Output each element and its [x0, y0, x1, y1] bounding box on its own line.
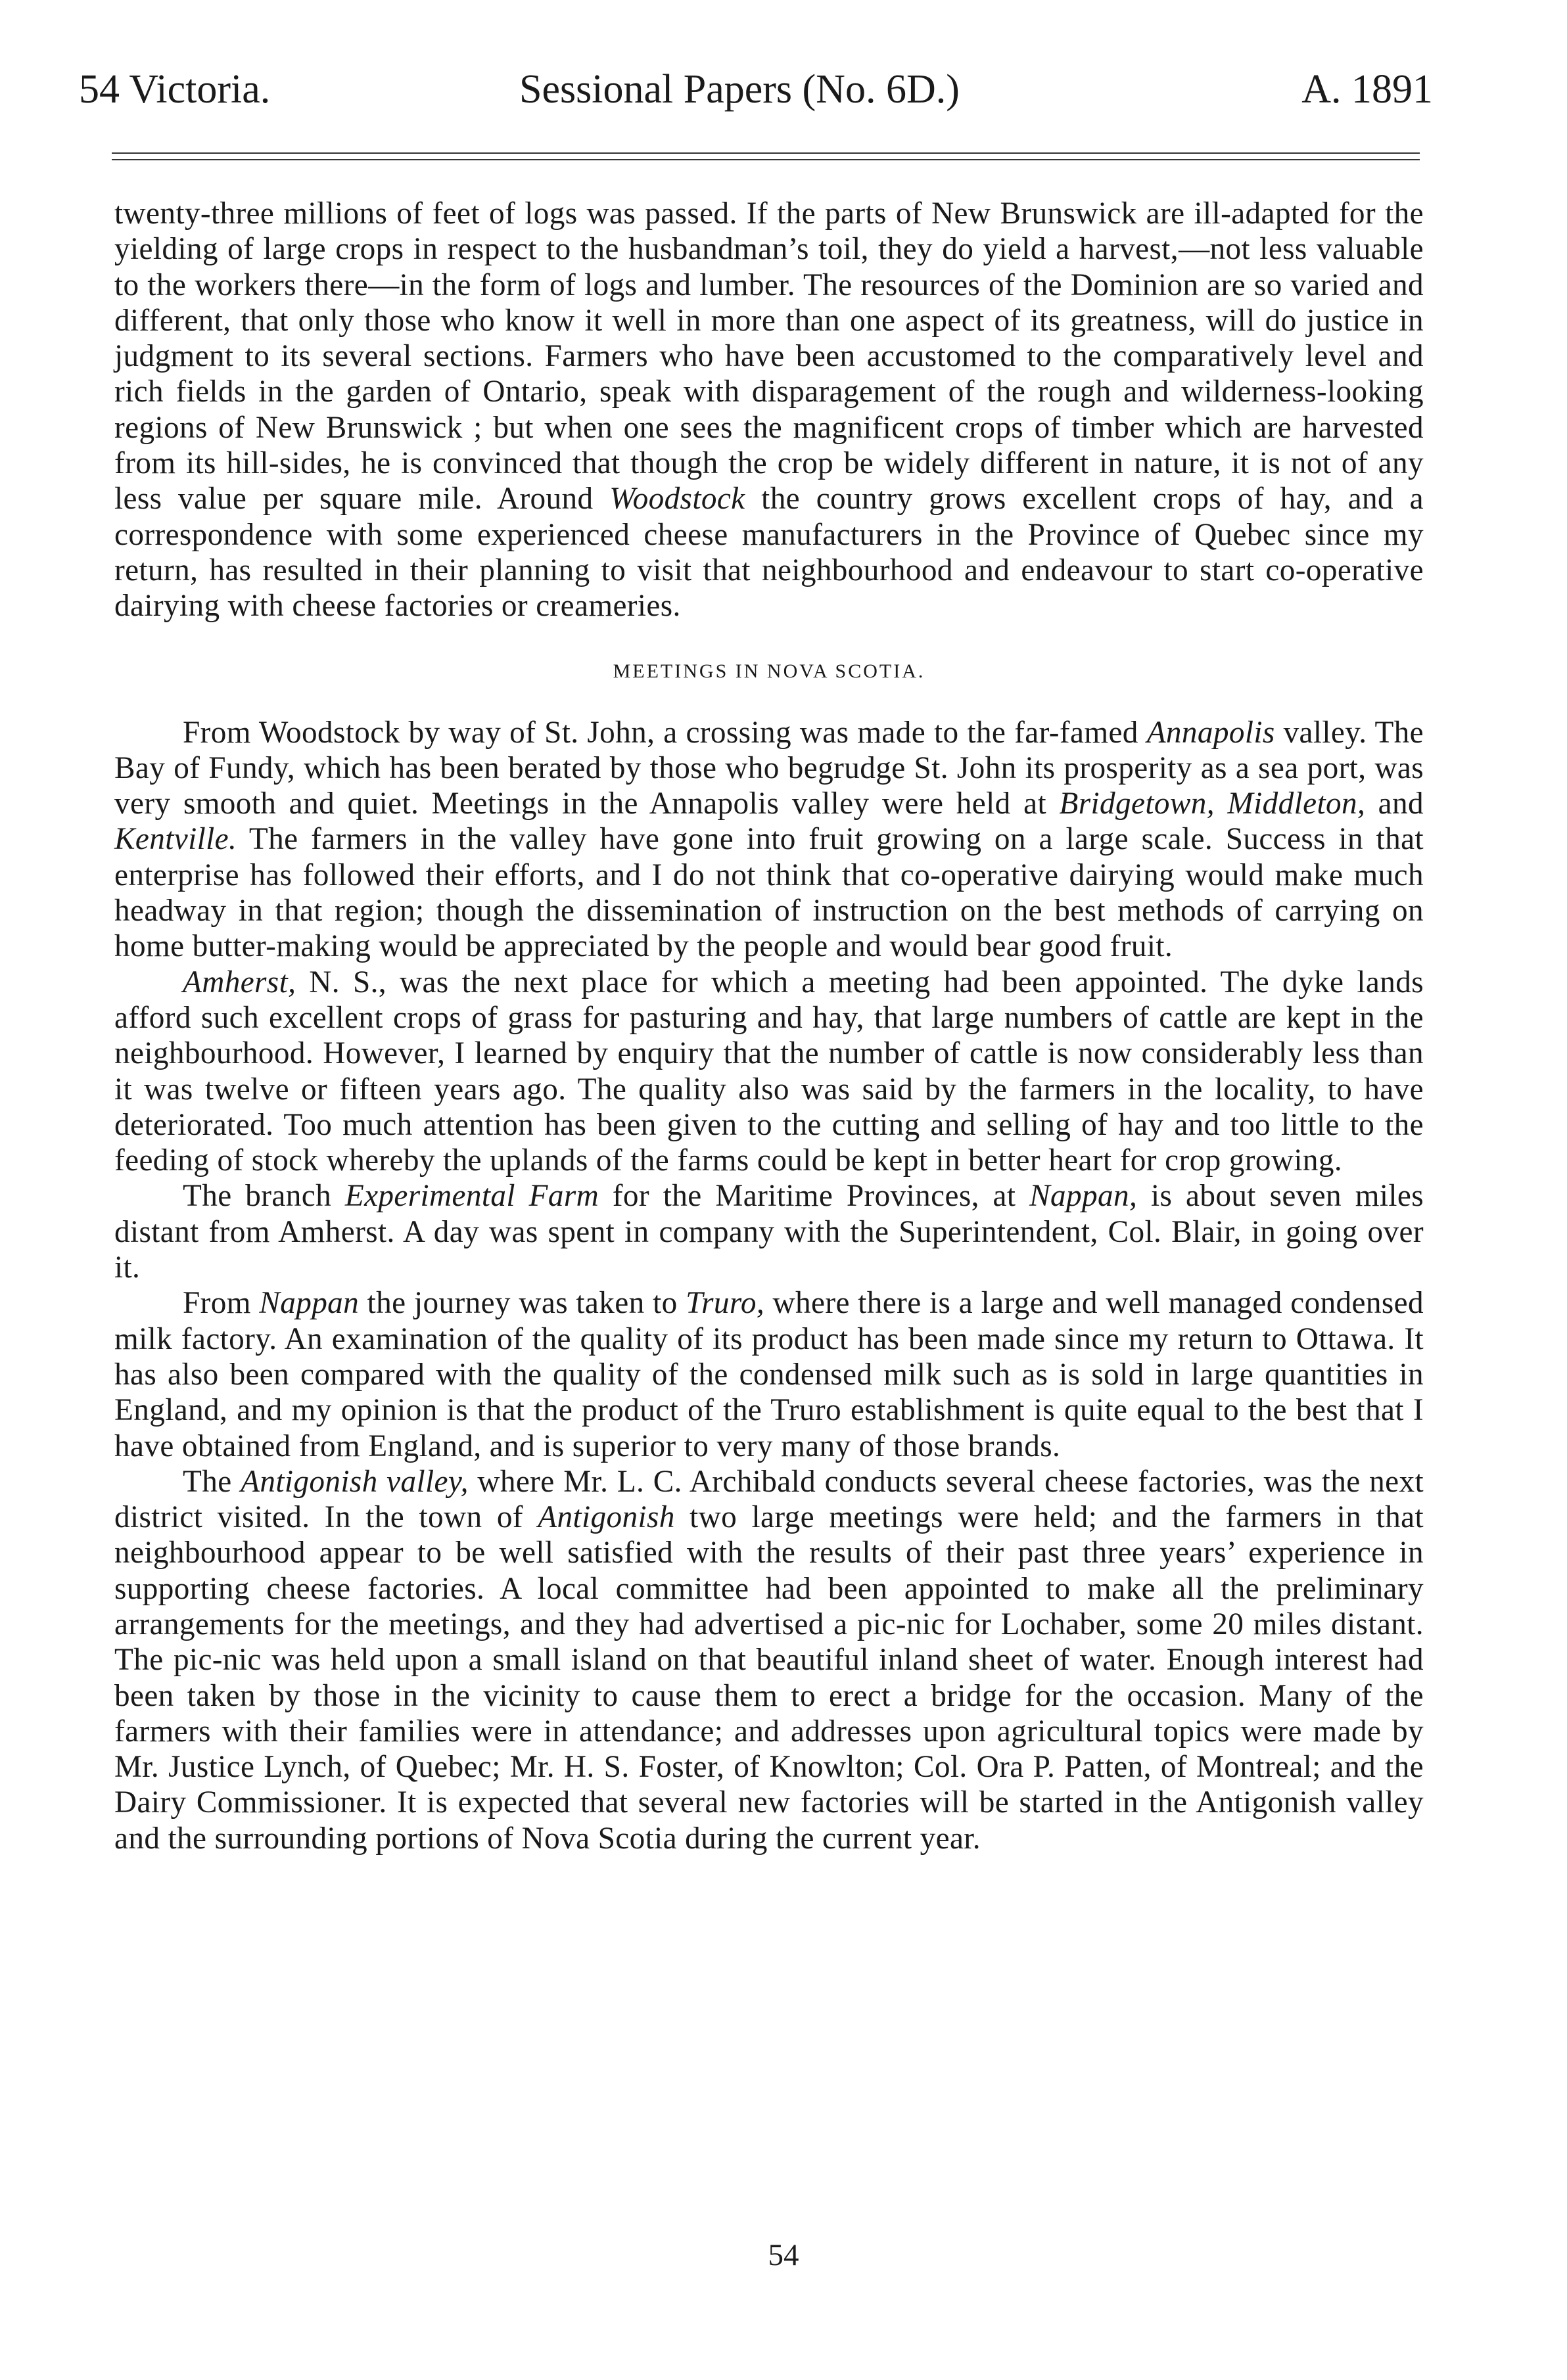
- header-volume: 54 Victoria.: [79, 67, 271, 112]
- header-rule-bottom: [112, 159, 1420, 160]
- paragraph-annapolis: From Woodstock by way of St. John, a crossing was made to the far-famed Annapolis valley. The Bay of Fundy, which has been berated by those who begrudge St. John its prosperity as a sea port, was very smooth and quiet. Meetings in the Annapolis valley were held at Bridgetown, Middleton, and Kentville. The farmers in the valley have gone into fruit growing on a large scale. Success in that enterprise has followed their efforts, and I do not think that co-operative dairying would make much headway in that region; though the dissemination of instruction on the best methods of carrying on home butter-making would be appreciated by the people and would bear good fruit.: [114, 715, 1424, 964]
- paragraph-antigonish: The Antigonish valley, where Mr. L. C. Archibald conducts several cheese factories, was the next district visited. In the town of Antigonish two large meetings were held; and the farmers in that neighbourhood appear to be well satisfied with the results of their past three years’ experience in supporting cheese factories. A local committee had been appointed to make all the preliminary arrangements for the meetings, and they had advertised a pic-nic for Lochaber, some 20 miles distant. The pic-nic was held upon a small island on that beautiful inland sheet of water. Enough interest had been taken by those in the vicinity to cause them to erect a bridge for the occasion. Many of the farmers with their families were in attendance; and addresses upon agricultural topics were made by Mr. Justice Lynch, of Quebec; Mr. H. S. Foster, of Knowlton; Col. Ora P. Patten, of Montreal; and the Dairy Commissioner. It is expected that several new factories will be started in the Antigonish valley and the surrounding portions of Nova Scotia during the current year.: [114, 1464, 1424, 1856]
- running-header: [79, 63, 1433, 116]
- paragraph-new-brunswick: twenty-three millions of feet of logs was passed. If the parts of New Brunswick are ill-adapted for the yielding of large crops in respect to the husbandman’s toil, they do yield a harvest,—not less valuable to the workers there—in the form of logs and lumber. The resources of the Dominion are so varied and different, that only those who know it well in more than one aspect of its greatness, will do justice in judgment to its several sections. Farmers who have been accustomed to the comparatively level and rich fields in the garden of Ontario, speak with disparagement of the rough and wilderness-looking regions of New Brunswick ; but when one sees the magnificent crops of timber which are harvested from its hill-sides, he is convinced that though the crop be widely different in nature, it is not of any less value per square mile. Around Woodstock the country grows excellent crops of hay, and a correspondence with some experienced cheese manufacturers in the Province of Quebec since my return, has resulted in their planning to visit that neighbourhood and endeavour to start co-operative dairying with cheese factories or creameries.: [114, 196, 1424, 624]
- header-rule: [112, 152, 1420, 166]
- paragraph-truro: From Nappan the journey was taken to Truro, where there is a large and well managed condensed milk factory. An examination of the quality of its product has been made since my return to Ottawa. It has also been compared with the quality of the condensed milk such as is sold in large quantities in England, and my opinion is that the product of the Truro establishment is quite equal to the best that I have obtained from England, and is superior to very many of those brands.: [114, 1286, 1424, 1463]
- header-year: A. 1891: [1301, 67, 1433, 112]
- body-text: [114, 196, 1424, 1856]
- header-title: Sessional Papers (No. 6D.): [519, 67, 960, 112]
- header-rule-top: [112, 152, 1420, 154]
- paragraph-amherst: Amherst, N. S., was the next place for which a meeting had been appointed. The dyke lands afford such excellent crops of grass for pasturing and hay, that large numbers of cattle are kept in the neighbourhood. However, I learned by enquiry that the number of cattle is now considerably less than it was twelve or fifteen years ago. The quality also was said by the farmers in the locality, to have deteriorated. Too much attention has been given to the cutting and selling of hay and too little to the feeding of stock whereby the uplands of the farms could be kept in better heart for crop growing.: [114, 965, 1424, 1178]
- section-heading: MEETINGS IN NOVA SCOTIA.: [613, 660, 925, 682]
- paragraph-nappan: The branch Experimental Farm for the Maritime Provinces, at Nappan, is about seven miles distant from Amherst. A day was spent in company with the Superintendent, Col. Blair, in going over it.: [114, 1179, 1424, 1285]
- page-number: 54: [768, 2238, 799, 2272]
